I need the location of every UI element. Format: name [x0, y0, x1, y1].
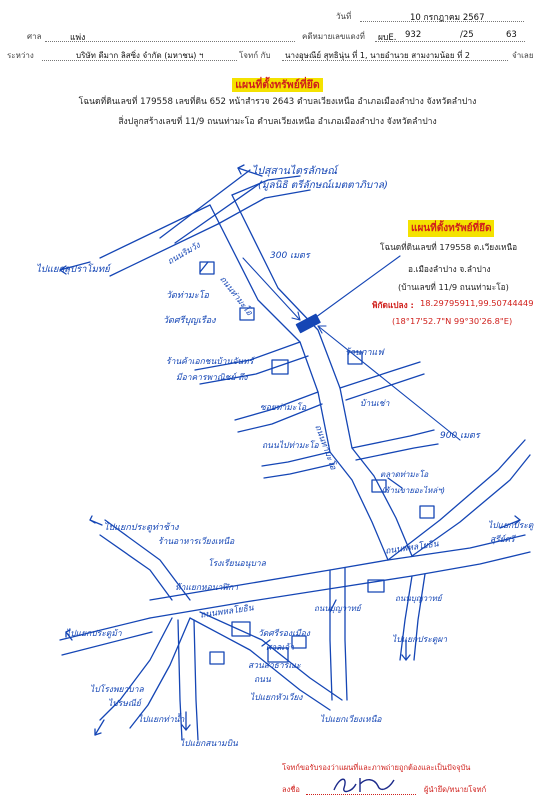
defendant-names: นางอุษณีย์ สุทธินุ่น ที่ 1, นายอำนวย สามงามน้อย ที่ 2	[285, 51, 470, 60]
label-bottom-left-destination: ไปแยกประตูท่าช้าง	[104, 523, 179, 533]
label-road-to-thamao: ถนนไปท่ามะโอ	[262, 441, 319, 451]
page-title	[0, 73, 555, 93]
certification-text: โจทก์ขอรับรองว่าแผนที่และภาพถ่ายถูกต้องและเป็นปัจจุบัน	[282, 763, 471, 772]
label-rental: บ้านเช่า	[360, 399, 390, 409]
label-river-junction: ไปแยกท่าน้ำ	[138, 715, 185, 725]
label-road-phaholyothin: ถนนพหลโยธิน	[384, 539, 440, 557]
label-park: สวนสาธารณะ	[248, 661, 301, 671]
label-left-destination: ไปแยกสุปราโมทย์	[36, 264, 110, 275]
building-description: สิ่งปลูกสร้างเลขที่ 11/9 ถนนท่ามะโอ ตำบลเวียงเหนือ อำเภอเมืองลำปาง จังหวัดลำปาง	[118, 117, 437, 127]
label-post-office: ไปรษณีย์	[108, 699, 141, 709]
info-coords-label: พิกัดแปลง :	[372, 300, 414, 310]
label-road-boonwat-2: ถนนบุญวาทย์	[395, 594, 442, 603]
case-number: 932	[405, 30, 422, 40]
label-distance-900: 900 เมตร	[440, 431, 480, 441]
label-road-thamao-top: ถนนท่ามะโอ	[217, 274, 255, 318]
info-deed: โฉนดที่ดินเลขที่ 179558 ต.เวียงเหนือ	[380, 242, 518, 252]
label-airport: ไปแยกสนามบิน	[180, 739, 238, 749]
label-distance-300: 300 เมตร	[270, 251, 310, 261]
signer-role: ผู้นำยึด/ทนายโจทก์	[424, 785, 487, 794]
page-title-text: แผนที่ตั้งทรัพย์ที่ยึด	[232, 78, 323, 92]
info-district: อ.เมืองลำปาง จ.ลำปาง	[408, 264, 491, 274]
label-wat-sriboonruang: วัดศรีบุญเรือง	[163, 316, 216, 326]
label-shop-1: ร้านค้าเอกชนบ้านจันทร์	[166, 357, 254, 367]
info-coords-dms: (18°17'52.7"N 99°30'26.8"E)	[392, 316, 513, 326]
court-label: ศาล	[27, 32, 42, 41]
label-road-phaholyothin-2: ถนนพหลโยธิน	[199, 603, 255, 621]
plaintiff-name: บริษัท ดีมาก ลิสซิ่ง จำกัด (มหาชน) ฯ	[76, 51, 204, 60]
label-shrine: ศาลเจ้า	[266, 643, 295, 653]
label-coffee: ร้านกาแฟ	[345, 348, 384, 358]
label-huawiang: ไปแยกหัวเวียง	[250, 693, 303, 703]
label-road-thamao-mid: ถนนท่ามะโอ	[312, 423, 338, 472]
label-market: ตลาดท่ามะโอ	[380, 470, 429, 479]
arrow-900m	[318, 326, 460, 440]
info-coords-decimal: 18.29795911,99.50744449	[420, 298, 534, 308]
sign-label: ลงชื่อ	[282, 785, 300, 794]
case-slash: /25	[460, 30, 474, 40]
label-kindergarten: โรงเรียนอนุบาล	[208, 559, 266, 569]
label-park-road: ถนน	[254, 675, 271, 685]
label-bottom-left-2: ไปแยกประตูม้า	[66, 629, 122, 639]
label-right-destination-2: สุรีย์ศรี	[490, 535, 515, 545]
label-road-boonwat: ถนนบุญวาทย์	[314, 604, 361, 613]
label-wiangnuea: ไปแยกเวียงเหนือ	[320, 715, 382, 725]
info-house: (บ้านเลขที่ 11/9 ถนนท่ามะโอ)	[398, 282, 509, 292]
plaintiff-role: โจทก์ กับ	[239, 51, 271, 60]
label-hospital: ไปโรงพยาบาล	[90, 685, 144, 695]
label-clock-tower: ห้าแยกหอนาฬิกา	[175, 583, 239, 593]
handwritten-signature	[330, 768, 400, 798]
label-restaurant: ร้านอาหารเวียงเหนือ	[158, 537, 235, 547]
court-value: แพ่ง	[70, 33, 86, 43]
case-label: คดีหมายเลขแดงที่	[302, 32, 365, 41]
label-wat-thamao: วัดท่ามะโอ	[166, 291, 209, 301]
label-right-destination: ไปแยกประตู	[488, 521, 534, 531]
date-value: 10 กรกฎาคม 2567	[410, 13, 485, 23]
label-top-destination: ไปสุสานไตรลักษณ์	[252, 165, 338, 177]
defendant-role: จำเลย	[512, 51, 534, 60]
deed-description: โฉนดที่ดินเลขที่ 179558 เลขที่ดิน 652 หน้าสำรวจ 2643 ตำบลเวียงเหนือ อำเภอเมืองลำปาง จังหวัดลำปาง	[78, 97, 477, 107]
label-pratupha: ไปแยกประตูผา	[392, 635, 448, 645]
label-soi-thamao: ซอยท่ามะโอ	[260, 403, 307, 413]
label-temple-srirong: วัดศรีรองเมือง	[258, 629, 310, 639]
label-parts-shop: (ร้านขายอะไหล่ฯ)	[382, 486, 445, 495]
case-prefix: ผบE.	[378, 33, 397, 43]
case-year: 63	[506, 30, 517, 40]
label-road-rimwang: ถนนริมวัง	[166, 240, 203, 268]
between-label: ระหว่าง	[7, 51, 34, 60]
date-label: วันที่	[336, 12, 352, 21]
info-heading: แผนที่ตั้งทรัพย์ที่ยึด	[408, 220, 494, 237]
label-top-destination-2: (มูลนิธิ ตรีลักษณ์เมตตาภิบาล)	[258, 180, 388, 191]
label-shop-2: มีอาคารพาณิชย์ ถึง	[176, 373, 248, 383]
